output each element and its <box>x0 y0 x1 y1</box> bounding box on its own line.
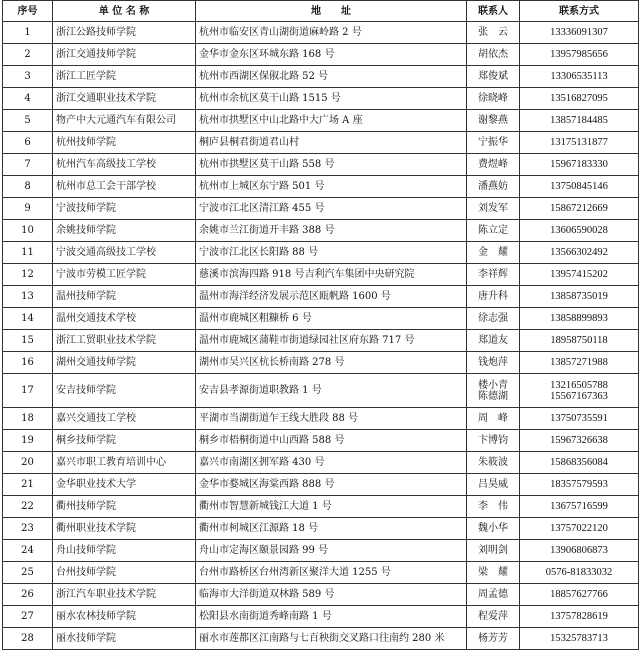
table-row <box>3 584 639 606</box>
contact-name: 宁振华 <box>478 137 508 148</box>
phone-value: 18958750118 <box>550 335 608 346</box>
org-name: 宁波技师学院 <box>53 198 196 220</box>
org-address: 杭州市临安区青山湖街道麻岭路 2 号 <box>196 22 467 44</box>
org-address: 温州市鹿城区粗糠桥 6 号 <box>196 308 467 330</box>
org-name: 杭州技师学院 <box>53 132 196 154</box>
phone-value: 13675716599 <box>550 501 608 512</box>
org-name: 衢州职业技术学院 <box>53 518 196 540</box>
row-number: 11 <box>3 242 53 264</box>
contact-name: 梁 耀 <box>478 567 508 578</box>
phone-value: 13857184485 <box>550 115 608 126</box>
phone-value: 13750735591 <box>550 413 608 424</box>
org-name: 浙江交通职业技术学院 <box>53 88 196 110</box>
contact-person <box>467 474 520 496</box>
contact-person <box>467 352 520 374</box>
table-row <box>3 496 639 518</box>
phone-value: 15867212669 <box>550 203 608 214</box>
org-address: 杭州市余杭区莫干山路 1515 号 <box>196 88 467 110</box>
phone-value: 13858899893 <box>550 313 608 324</box>
org-address: 舟山市定海区颐景园路 99 号 <box>196 540 467 562</box>
phone-value: 13336091307 <box>550 27 608 38</box>
row-number: 5 <box>3 110 53 132</box>
org-address: 慈溪市滨海四路 918 号吉利汽车集团中央研究院 <box>196 264 467 286</box>
row-number: 16 <box>3 352 53 374</box>
table-row <box>3 220 639 242</box>
contact-person <box>467 264 520 286</box>
table-row <box>3 132 639 154</box>
contact-name: 徐晓峰 <box>478 93 508 104</box>
contact-name: 谢黎燕 <box>478 115 508 126</box>
contact-name: 陈立定 <box>478 225 508 236</box>
table-row <box>3 408 639 430</box>
org-address: 金华市金东区环城东路 168 号 <box>196 44 467 66</box>
org-name: 浙江工匠学院 <box>53 66 196 88</box>
org-name: 杭州汽车高级技工学校 <box>53 154 196 176</box>
phone-number <box>520 22 639 44</box>
table-row <box>3 110 639 132</box>
phone-value: 13957415202 <box>550 269 608 280</box>
org-address: 丽水市莲都区江南路与七百秧街交叉路口往南约 280 米 <box>196 628 467 650</box>
row-number: 27 <box>3 606 53 628</box>
org-name: 嘉兴市职工教育培训中心 <box>53 452 196 474</box>
table-row <box>3 452 639 474</box>
row-number: 3 <box>3 66 53 88</box>
org-address: 杭州市拱墅区中山北路中大广场 A 座 <box>196 110 467 132</box>
phone-value: 13757022120 <box>550 523 608 534</box>
header-name: 单 位 名 称 <box>53 1 196 22</box>
phone-number <box>520 584 639 606</box>
contact-person <box>467 330 520 352</box>
phone-number <box>520 606 639 628</box>
phone-number <box>520 430 639 452</box>
table-body <box>3 22 639 650</box>
org-address: 温州市鹿城区蒲鞋市街道绿园社区府东路 717 号 <box>196 330 467 352</box>
row-number: 2 <box>3 44 53 66</box>
row-number: 19 <box>3 430 53 452</box>
org-address: 杭州市拱墅区莫干山路 558 号 <box>196 154 467 176</box>
row-number: 24 <box>3 540 53 562</box>
table-row <box>3 518 639 540</box>
phone-value: 15567167363 <box>550 390 608 402</box>
contact-name: 费煜峰 <box>478 159 508 170</box>
contact-name: 李祥辉 <box>478 269 508 280</box>
phone-value: 18357579593 <box>550 479 608 490</box>
table-row <box>3 374 639 408</box>
contact-name: 卞博钧 <box>478 435 508 446</box>
phone-value: 15325783713 <box>550 633 608 644</box>
row-number: 6 <box>3 132 53 154</box>
row-number: 4 <box>3 88 53 110</box>
contact-name: 李 伟 <box>478 501 508 512</box>
row-number: 17 <box>3 374 53 408</box>
org-address: 台州市路桥区台州湾新区聚洋大道 1255 号 <box>196 562 467 584</box>
contact-person <box>467 22 520 44</box>
contact-person <box>467 628 520 650</box>
table-row <box>3 66 639 88</box>
table-row <box>3 352 639 374</box>
table-row <box>3 474 639 496</box>
phone-number <box>520 408 639 430</box>
contact-person <box>467 452 520 474</box>
org-address: 临海市大洋街道双林路 589 号 <box>196 584 467 606</box>
table-row <box>3 242 639 264</box>
contact-name: 郑俊斌 <box>478 71 508 82</box>
contact-person <box>467 198 520 220</box>
header-contact: 联系人 <box>467 1 520 22</box>
contact-person <box>467 374 520 408</box>
phone-value: 0576-81833032 <box>545 567 613 578</box>
phone-number <box>520 110 639 132</box>
contact-person <box>467 518 520 540</box>
phone-number <box>520 540 639 562</box>
row-number: 13 <box>3 286 53 308</box>
row-number: 26 <box>3 584 53 606</box>
phone-number <box>520 154 639 176</box>
phone-value: 13606590028 <box>550 225 608 236</box>
org-name: 丽水技师学院 <box>53 628 196 650</box>
org-address: 余姚市兰江街道开丰路 388 号 <box>196 220 467 242</box>
phone-value: 13858735019 <box>550 291 608 302</box>
phone-number <box>520 452 639 474</box>
org-name: 丽水农林技师学院 <box>53 606 196 628</box>
table-row <box>3 176 639 198</box>
table-row <box>3 44 639 66</box>
phone-value: 13306535113 <box>550 71 608 82</box>
phone-value: 13175131877 <box>550 137 608 148</box>
table-row <box>3 198 639 220</box>
contact-name: 刘发军 <box>478 203 508 214</box>
org-name: 温州交通技术学校 <box>53 308 196 330</box>
phone-value: 13957985656 <box>550 49 608 60</box>
phone-value: 15967183330 <box>550 159 608 170</box>
row-number: 1 <box>3 22 53 44</box>
org-name: 台州技师学院 <box>53 562 196 584</box>
row-number: 18 <box>3 408 53 430</box>
contact-person <box>467 430 520 452</box>
phone-number <box>520 66 639 88</box>
table-row <box>3 264 639 286</box>
org-name: 浙江公路技师学院 <box>53 22 196 44</box>
phone-number <box>520 132 639 154</box>
contact-person <box>467 154 520 176</box>
phone-value: 13216505788 <box>550 379 608 391</box>
org-address: 桐乡市梧桐街道中山西路 588 号 <box>196 430 467 452</box>
table-row <box>3 330 639 352</box>
contact-person <box>467 132 520 154</box>
contact-person <box>467 44 520 66</box>
org-address: 衢州市智慧新城钱江大道 1 号 <box>196 496 467 518</box>
org-address: 松阳县水南街道秀峰南路 1 号 <box>196 606 467 628</box>
row-number: 21 <box>3 474 53 496</box>
table-row <box>3 430 639 452</box>
org-name: 湖州交通技师学院 <box>53 352 196 374</box>
table-row <box>3 154 639 176</box>
contact-person <box>467 176 520 198</box>
row-number: 20 <box>3 452 53 474</box>
table-row <box>3 22 639 44</box>
org-name: 余姚技师学院 <box>53 220 196 242</box>
table-row <box>3 606 639 628</box>
contact-person <box>467 584 520 606</box>
contact-person <box>467 110 520 132</box>
phone-number <box>520 374 639 408</box>
phone-number <box>520 474 639 496</box>
phone-value: 13750845146 <box>550 181 608 192</box>
org-name: 嘉兴交通技工学校 <box>53 408 196 430</box>
contact-name: 魏小华 <box>478 523 508 534</box>
org-name: 浙江汽车职业技术学院 <box>53 584 196 606</box>
contact-name: 杨芳芳 <box>478 633 508 644</box>
contact-name: 吕昊威 <box>478 479 508 490</box>
table-row <box>3 286 639 308</box>
org-address: 安吉县孝源街道职教路 1 号 <box>196 374 467 408</box>
contact-person <box>467 408 520 430</box>
contact-name: 周 峰 <box>478 413 508 424</box>
phone-number <box>520 198 639 220</box>
contact-person <box>467 220 520 242</box>
phone-value: 13516827095 <box>550 93 608 104</box>
row-number: 28 <box>3 628 53 650</box>
row-number: 7 <box>3 154 53 176</box>
org-name: 浙江工贸职业技术学院 <box>53 330 196 352</box>
contact-name: 朱筱波 <box>478 457 508 468</box>
org-name: 浙江交通技师学院 <box>53 44 196 66</box>
org-address: 杭州市上城区东宁路 501 号 <box>196 176 467 198</box>
phone-number <box>520 242 639 264</box>
org-address: 温州市海洋经济发展示范区瓯帆路 1600 号 <box>196 286 467 308</box>
contact-person <box>467 66 520 88</box>
phone-value: 13906806873 <box>550 545 608 556</box>
row-number: 23 <box>3 518 53 540</box>
contact-name: 徐志强 <box>478 313 508 324</box>
contact-person <box>467 540 520 562</box>
contact-person <box>467 606 520 628</box>
org-name: 金华职业技术大学 <box>53 474 196 496</box>
header-row <box>3 1 639 22</box>
row-number: 14 <box>3 308 53 330</box>
org-name: 宁波交通高级技工学校 <box>53 242 196 264</box>
org-address: 宁波市江北区清江路 455 号 <box>196 198 467 220</box>
phone-number <box>520 44 639 66</box>
contact-person <box>467 286 520 308</box>
org-address: 杭州市西湖区保俶北路 52 号 <box>196 66 467 88</box>
phone-value: 13857271988 <box>550 357 608 368</box>
contact-name: 金 耀 <box>478 247 508 258</box>
org-name: 安吉技师学院 <box>53 374 196 408</box>
org-address: 嘉兴市南湖区拥军路 430 号 <box>196 452 467 474</box>
phone-number <box>520 220 639 242</box>
table-row <box>3 540 639 562</box>
phone-value: 15868356084 <box>550 457 608 468</box>
row-number: 12 <box>3 264 53 286</box>
phone-number <box>520 88 639 110</box>
org-address: 宁波市江北区长阳路 88 号 <box>196 242 467 264</box>
table-row <box>3 562 639 584</box>
org-address: 平湖市当湖街道乍王线大胜段 88 号 <box>196 408 467 430</box>
org-name: 桐乡技师学院 <box>53 430 196 452</box>
contact-name: 程爱萍 <box>478 611 508 622</box>
header-phone: 联系方式 <box>520 1 639 22</box>
org-name: 温州技师学院 <box>53 286 196 308</box>
contact-name: 周孟德 <box>478 589 508 600</box>
contact-name: 潘燕妨 <box>478 181 508 192</box>
contact-name: 郑道友 <box>478 335 508 346</box>
row-number: 10 <box>3 220 53 242</box>
header-no: 序号 <box>3 1 53 22</box>
phone-number <box>520 330 639 352</box>
contact-person <box>467 88 520 110</box>
org-address: 桐庐县桐君街道君山村 <box>196 132 467 154</box>
phone-value: 13757828619 <box>550 611 608 622</box>
phone-value: 13566302492 <box>550 247 608 258</box>
row-number: 9 <box>3 198 53 220</box>
contact-name: 刘明剑 <box>478 545 508 556</box>
contact-name: 唐升科 <box>478 291 508 302</box>
phone-number <box>520 352 639 374</box>
contact-table <box>2 0 639 650</box>
contact-name: 楼小青 <box>478 379 508 391</box>
contact-person <box>467 562 520 584</box>
phone-number <box>520 264 639 286</box>
phone-number <box>520 308 639 330</box>
phone-value: 15967326638 <box>550 435 608 446</box>
org-name: 物产中大元通汽车有限公司 <box>53 110 196 132</box>
org-address: 湖州市吴兴区杭长桥南路 278 号 <box>196 352 467 374</box>
contact-name: 钱炮萍 <box>478 357 508 368</box>
contact-person <box>467 308 520 330</box>
contact-name: 陈德湖 <box>478 390 508 402</box>
contact-name: 张 云 <box>478 27 508 38</box>
phone-number <box>520 496 639 518</box>
org-name: 舟山技师学院 <box>53 540 196 562</box>
contact-person <box>467 496 520 518</box>
org-name: 衢州技师学院 <box>53 496 196 518</box>
row-number: 15 <box>3 330 53 352</box>
header-address: 地 址 <box>196 1 467 22</box>
phone-number <box>520 518 639 540</box>
contact-name: 胡依杰 <box>478 49 508 60</box>
table-row <box>3 628 639 650</box>
phone-value: 18857627766 <box>550 589 608 600</box>
table-row <box>3 308 639 330</box>
row-number: 8 <box>3 176 53 198</box>
org-name: 宁波市劳模工匠学院 <box>53 264 196 286</box>
org-address: 衢州市柯城区江源路 18 号 <box>196 518 467 540</box>
phone-number <box>520 562 639 584</box>
contact-person <box>467 242 520 264</box>
phone-number <box>520 286 639 308</box>
row-number: 25 <box>3 562 53 584</box>
phone-number <box>520 176 639 198</box>
phone-number <box>520 628 639 650</box>
org-address: 金华市婺城区海棠西路 888 号 <box>196 474 467 496</box>
row-number: 22 <box>3 496 53 518</box>
org-name: 杭州市总工会干部学校 <box>53 176 196 198</box>
table-row <box>3 88 639 110</box>
